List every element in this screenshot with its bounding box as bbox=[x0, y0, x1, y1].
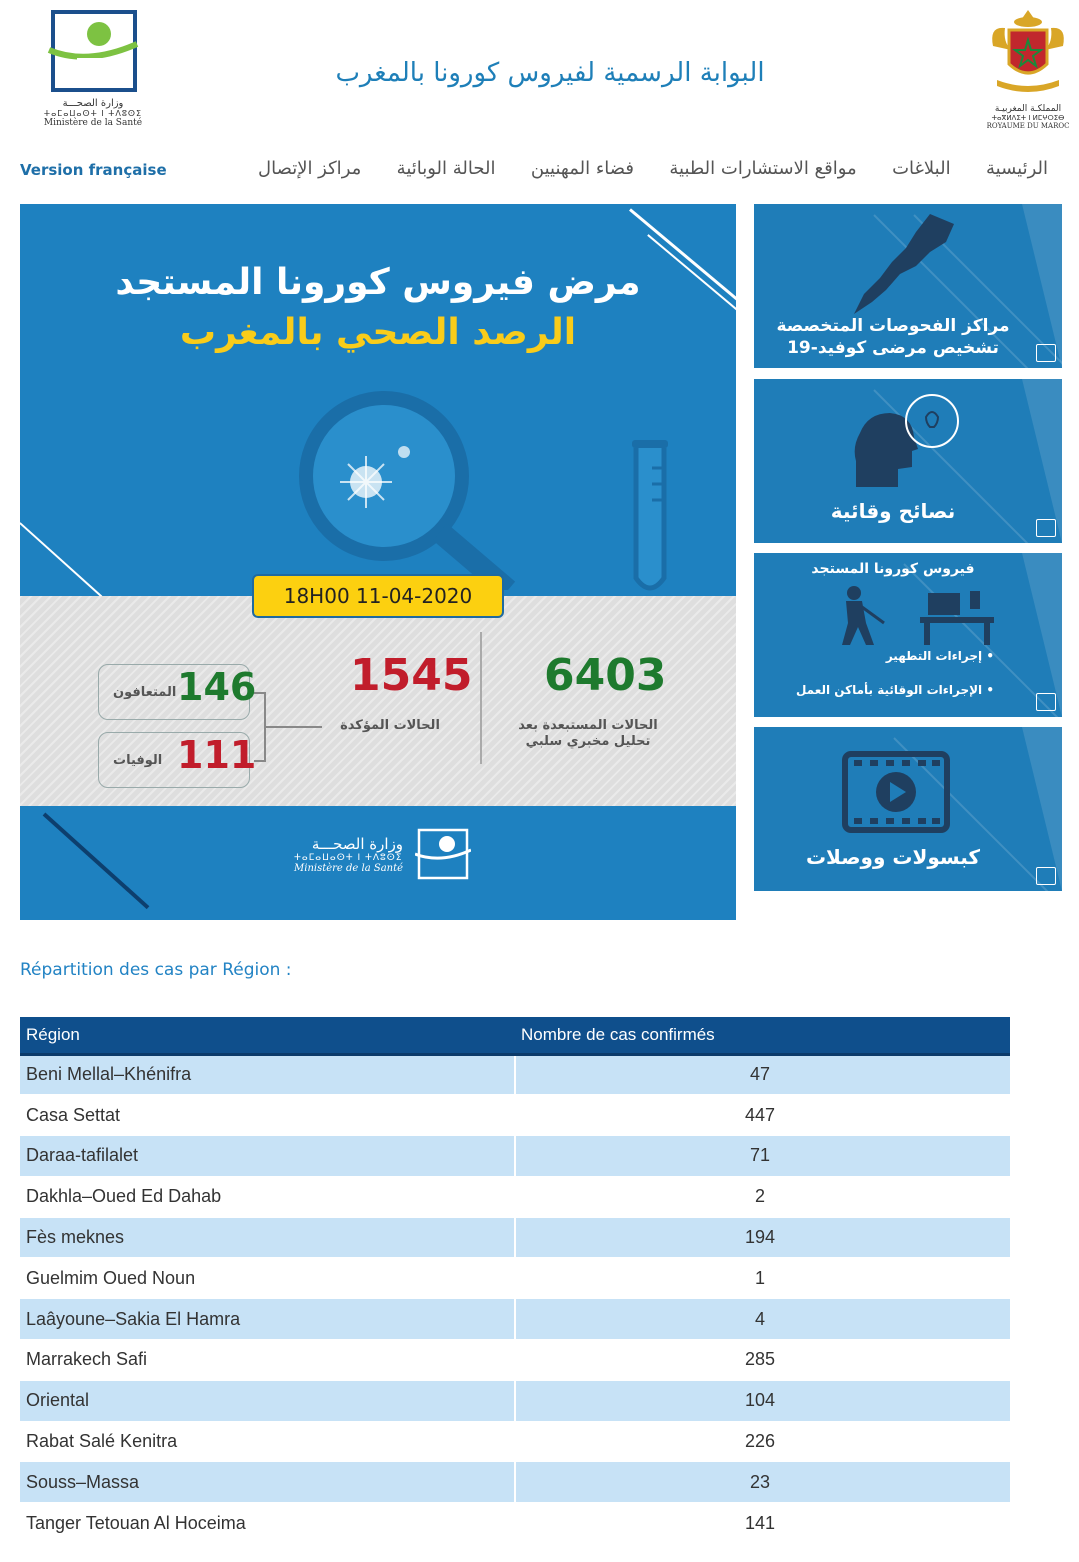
test-tube-icon bbox=[624, 438, 674, 598]
disinfection-icon bbox=[824, 583, 1004, 647]
french-version-link[interactable]: Version française bbox=[20, 161, 167, 179]
region-name: Casa Settat bbox=[20, 1095, 515, 1136]
ministry-mini-logo-icon bbox=[1036, 344, 1056, 362]
column-header-confirmed-cases: Nombre de cas confirmés bbox=[515, 1017, 1010, 1054]
footer-logo-french: Ministère de la Santé bbox=[294, 862, 404, 874]
main-nav bbox=[258, 158, 1048, 188]
region-name: Beni Mellal–Khénifra bbox=[20, 1054, 515, 1095]
page-title: البوابة الرسمية لفيروس كورونا بالمغرب bbox=[335, 58, 765, 88]
testing-centers-label-2: تشخيص مرضى كوفيد-19 bbox=[787, 338, 999, 358]
capsules-videos-label: كبسولات ووصلات bbox=[805, 845, 981, 869]
nav-item-professionals[interactable]: فضاء المهنيين bbox=[530, 158, 634, 179]
region-name: Daraa-tafilalet bbox=[20, 1136, 515, 1177]
magnifier-virus-icon bbox=[298, 390, 538, 590]
nav-item-home[interactable]: الرئيسية bbox=[986, 158, 1048, 179]
infographic-title: مرض فيروس كورونا المستجد bbox=[115, 262, 641, 303]
region-cases: 4 bbox=[515, 1299, 1010, 1340]
ministry-mini-logo-icon bbox=[1036, 693, 1056, 711]
region-name: Oriental bbox=[20, 1380, 515, 1421]
region-cases: 1 bbox=[515, 1258, 1010, 1299]
region-name: Laâyoune–Sakia El Hamra bbox=[20, 1299, 515, 1340]
ministry-emblem-icon bbox=[47, 8, 139, 94]
deaths-label: الوفيات bbox=[113, 753, 163, 768]
decorative-line bbox=[43, 813, 150, 910]
ministry-logo-arabic: وزارة الصحـــة bbox=[62, 98, 124, 109]
nav-item-announcements[interactable]: البلاغات bbox=[892, 158, 951, 179]
deaths-value: 111 bbox=[177, 733, 257, 777]
table-row bbox=[20, 1095, 1010, 1136]
region-cases: 226 bbox=[515, 1421, 1010, 1462]
excluded-cases-label-1: الحالات المستبعدة بعد bbox=[518, 718, 658, 733]
column-header-region: Région bbox=[20, 1017, 515, 1054]
region-cases: 2 bbox=[515, 1176, 1010, 1217]
capsules-videos-card[interactable] bbox=[754, 727, 1062, 891]
region-name: Fès meknes bbox=[20, 1217, 515, 1258]
ministry-logo-french: Ministère de la Santé bbox=[43, 118, 143, 128]
table-row bbox=[20, 1340, 1010, 1381]
table-row bbox=[20, 1217, 1010, 1258]
region-name: Guelmim Oued Noun bbox=[20, 1258, 515, 1299]
video-play-icon bbox=[842, 751, 950, 833]
region-name: Dakhla–Oued Ed Dahab bbox=[20, 1176, 515, 1217]
recovered-box bbox=[98, 664, 257, 720]
region-cases: 71 bbox=[515, 1136, 1010, 1177]
table-row bbox=[20, 1462, 1010, 1503]
kingdom-coat-of-arms-logo[interactable] bbox=[981, 6, 1075, 130]
covid-stats-infographic bbox=[20, 204, 736, 920]
disinfection-bullet-2: • الإجراءات الوقائية بأماكن العمل bbox=[795, 683, 994, 697]
table-row bbox=[20, 1503, 1010, 1544]
nav-item-epidemic-status[interactable]: الحالة الوبائية bbox=[396, 158, 496, 179]
region-cases: 285 bbox=[515, 1340, 1010, 1381]
region-cases: 104 bbox=[515, 1380, 1010, 1421]
excluded-cases-value: 6403 bbox=[544, 650, 667, 701]
testing-centers-card[interactable] bbox=[754, 204, 1062, 368]
kingdom-logo-tifinagh: ⵜⴰⴳⵍⴷⵉⵜ ⵏ ⵍⵎⵖⵔⵉⴱ bbox=[991, 114, 1065, 122]
ministry-emblem-icon bbox=[415, 826, 471, 882]
region-cases: 23 bbox=[515, 1462, 1010, 1503]
disinfection-bullet-1: • إجراءات التطهير bbox=[885, 649, 994, 663]
kingdom-logo-french: ROYAUME DU MAROC bbox=[986, 122, 1070, 130]
region-name: Marrakech Safi bbox=[20, 1340, 515, 1381]
ministry-mini-logo-icon bbox=[1036, 519, 1056, 537]
ministry-footer-logo bbox=[294, 826, 471, 882]
table-row bbox=[20, 1299, 1010, 1340]
region-cases: 141 bbox=[515, 1503, 1010, 1544]
stats-divider bbox=[480, 632, 482, 764]
table-row bbox=[20, 1380, 1010, 1421]
regions-table bbox=[20, 1017, 1010, 1544]
nav-item-contact-centers[interactable]: مراكز الإتصال bbox=[258, 158, 362, 179]
region-cases: 47 bbox=[515, 1054, 1010, 1095]
table-row bbox=[20, 1258, 1010, 1299]
table-header-row bbox=[20, 1017, 1010, 1054]
table-row bbox=[20, 1421, 1010, 1462]
region-name: Tanger Tetouan Al Hoceima bbox=[20, 1503, 515, 1544]
region-name: Rabat Salé Kenitra bbox=[20, 1421, 515, 1462]
confirmed-cases-value: 1545 bbox=[350, 650, 473, 701]
table-row bbox=[20, 1136, 1010, 1177]
nav-item-medical-consultation-sites[interactable]: مواقع الاستشارات الطبية bbox=[669, 158, 857, 179]
excluded-cases-label-2: تحليل مخبري سلبي bbox=[525, 734, 651, 749]
region-cases: 194 bbox=[515, 1217, 1010, 1258]
region-name: Souss–Massa bbox=[20, 1462, 515, 1503]
footer-logo-tifinagh: ⵜⴰⵎⴰⵡⴰⵙⵜ ⵏ ⵜⴷⵓⵙⵉ bbox=[294, 852, 403, 863]
region-cases: 447 bbox=[515, 1095, 1010, 1136]
ministry-of-health-logo[interactable] bbox=[38, 8, 148, 138]
decorative-line bbox=[20, 522, 102, 597]
prevention-tips-label: نصائح وقائية bbox=[830, 499, 956, 523]
head-lightbulb-icon bbox=[846, 391, 966, 487]
recovered-value: 146 bbox=[177, 665, 257, 709]
testing-centers-label-1: مراكز الفحوصات المتخصصة bbox=[776, 316, 1010, 336]
kingdom-logo-arabic: المملكـة المغربيـة bbox=[994, 104, 1062, 114]
deaths-box bbox=[98, 732, 257, 788]
coat-of-arms-icon bbox=[983, 6, 1073, 100]
footer-logo-arabic: وزارة الصحـــة bbox=[311, 834, 404, 853]
ministry-logo-tifinagh: ⵜⴰⵎⴰⵡⴰⵙⵜ ⵏ ⵜⴷⵓⵙⵉ bbox=[43, 109, 143, 118]
prevention-tips-card[interactable] bbox=[754, 379, 1062, 543]
report-date-badge: 18H00 11-04-2020 bbox=[252, 574, 504, 618]
bracket-connector bbox=[264, 726, 322, 728]
infographic-subtitle: الرصد الصحي بالمغرب bbox=[179, 312, 577, 353]
morocco-map-icon bbox=[850, 212, 960, 316]
disinfection-card-title: فيروس كورونا المستجد bbox=[811, 561, 975, 577]
recovered-label: المتعافون bbox=[113, 685, 177, 700]
table-row bbox=[20, 1054, 1010, 1095]
disinfection-measures-card[interactable] bbox=[754, 553, 1062, 717]
regions-section-title: Répartition des cas par Région : bbox=[20, 960, 292, 980]
table-row bbox=[20, 1176, 1010, 1217]
confirmed-cases-label: الحالات المؤكدة bbox=[340, 718, 440, 733]
ministry-mini-logo-icon bbox=[1036, 867, 1056, 885]
site-header bbox=[0, 0, 1079, 150]
